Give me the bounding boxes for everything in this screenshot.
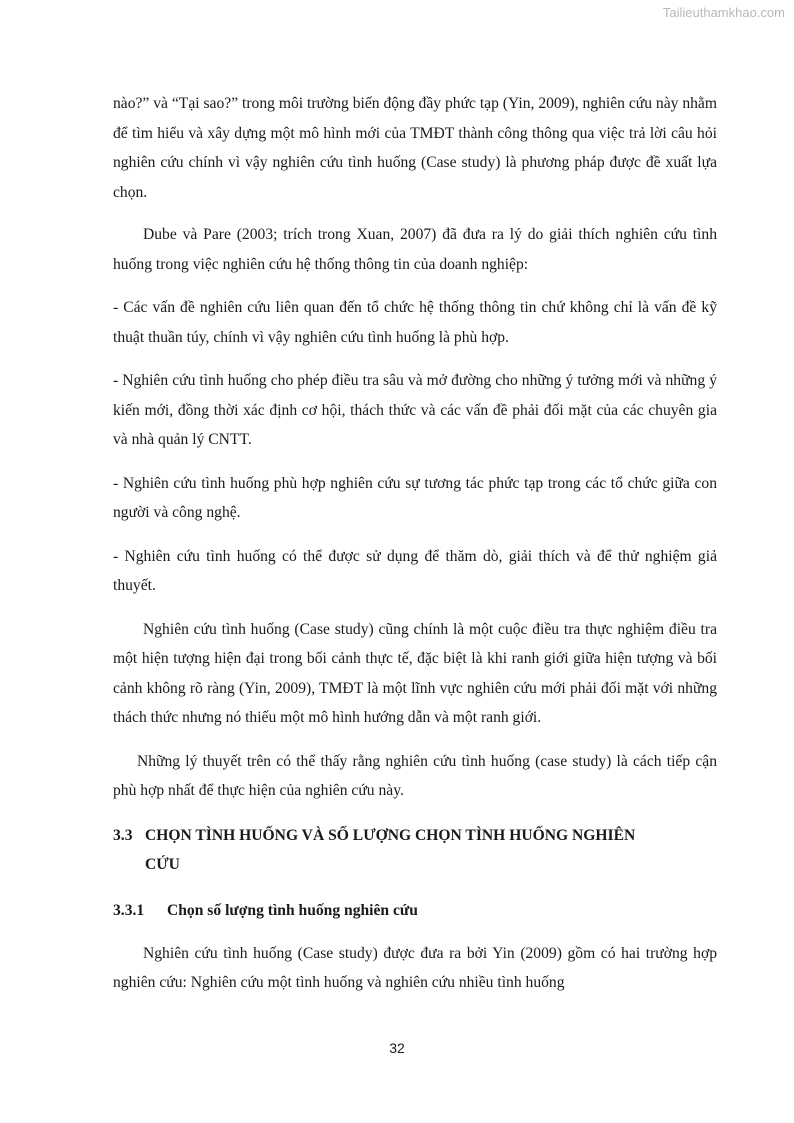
section-title-line1: CHỌN TÌNH HUỐNG VÀ SỐ LƯỢNG CHỌN TÌNH HUỐNG NGHIÊN: [145, 826, 636, 844]
subsection-number: 3.3.1: [113, 901, 145, 919]
bullet-item-1: - Các vấn đề nghiên cứu liên quan đến tổ chức hệ thống thông tin chứ không chỉ là vấn đề kỹ thuật thuần túy, chính vì vậy nghiên cứu tình huống là phù hợp.: [113, 299, 717, 346]
subsection-heading: [113, 896, 717, 925]
paragraph-intro: nào?” và “Tại sao?” trong môi trường biến động đầy phức tạp (Yin, 2009), nghiên cứu này nhằm để tìm hiểu và xây dựng một mô hình mới của TMĐT thành công thông qua việc trả lời câu hỏi nghiên cứu chính vì vậy nghiên cứu tình huống (Case study) là phương pháp được đề xuất lựa chọn.: [113, 95, 717, 201]
paragraph-conclusion: Những lý thuyết trên có thể thấy rằng nghiên cứu tình huống (case study) là cách tiếp cận phù hợp nhất để thực hiện của nghiên cứu này.: [113, 752, 717, 799]
bullet-item-3: - Nghiên cứu tình huống phù hợp nghiên cứu sự tương tác phức tạp trong các tổ chức giữa con người và công nghệ.: [113, 474, 717, 521]
section-number: 3.3: [113, 826, 133, 844]
watermark-text: Tailieuthamkhao.com: [662, 5, 785, 20]
bullet-item-2: - Nghiên cứu tình huống cho phép điều tra sâu và mở đường cho những ý tưởng mới và những ý kiến mới, đồng thời xác định cơ hội, thách thức và các vấn đề phải đối mặt của các chuyên gia và nhà quản lý CNTT.: [113, 372, 717, 448]
paragraph-case-study: Nghiên cứu tình huống (Case study) cũng chính là một cuộc điều tra thực nghiệm điều tra một hiện tượng hiện đại trong bối cảnh thực tế, đặc biệt là khi ranh giới giữa hiện tượng và bối cảnh không rõ ràng (Yin, 2009), TMĐT là một lĩnh vực nghiên cứu mới phải đối mặt với những thách thức nhưng nó thiếu một mô hình hướng dẫn và một ranh giới.: [113, 620, 717, 726]
section-title-line2: CỨU: [145, 855, 180, 873]
section-heading: [113, 821, 717, 879]
paragraph-dube-pare: Dube và Pare (2003; trích trong Xuan, 2007) đã đưa ra lý do giải thích nghiên cứu tình huống trong việc nghiên cứu hệ thống thông tin của doanh nghiệp:: [113, 226, 717, 273]
subsection-title: Chọn số lượng tình huống nghiên cứu: [167, 901, 418, 919]
document-body: [113, 89, 717, 998]
page-number: 32: [389, 1040, 405, 1056]
bullet-item-4: - Nghiên cứu tình huống có thể được sử dụng để thăm dò, giải thích và để thử nghiệm giả thuyết.: [113, 547, 717, 594]
paragraph-yin-cases: Nghiên cứu tình huống (Case study) được đưa ra bởi Yin (2009) gồm có hai trường hợp nghiên cứu: Nghiên cứu một tình huống và nghiên cứu nhiều tình huống: [113, 944, 717, 991]
